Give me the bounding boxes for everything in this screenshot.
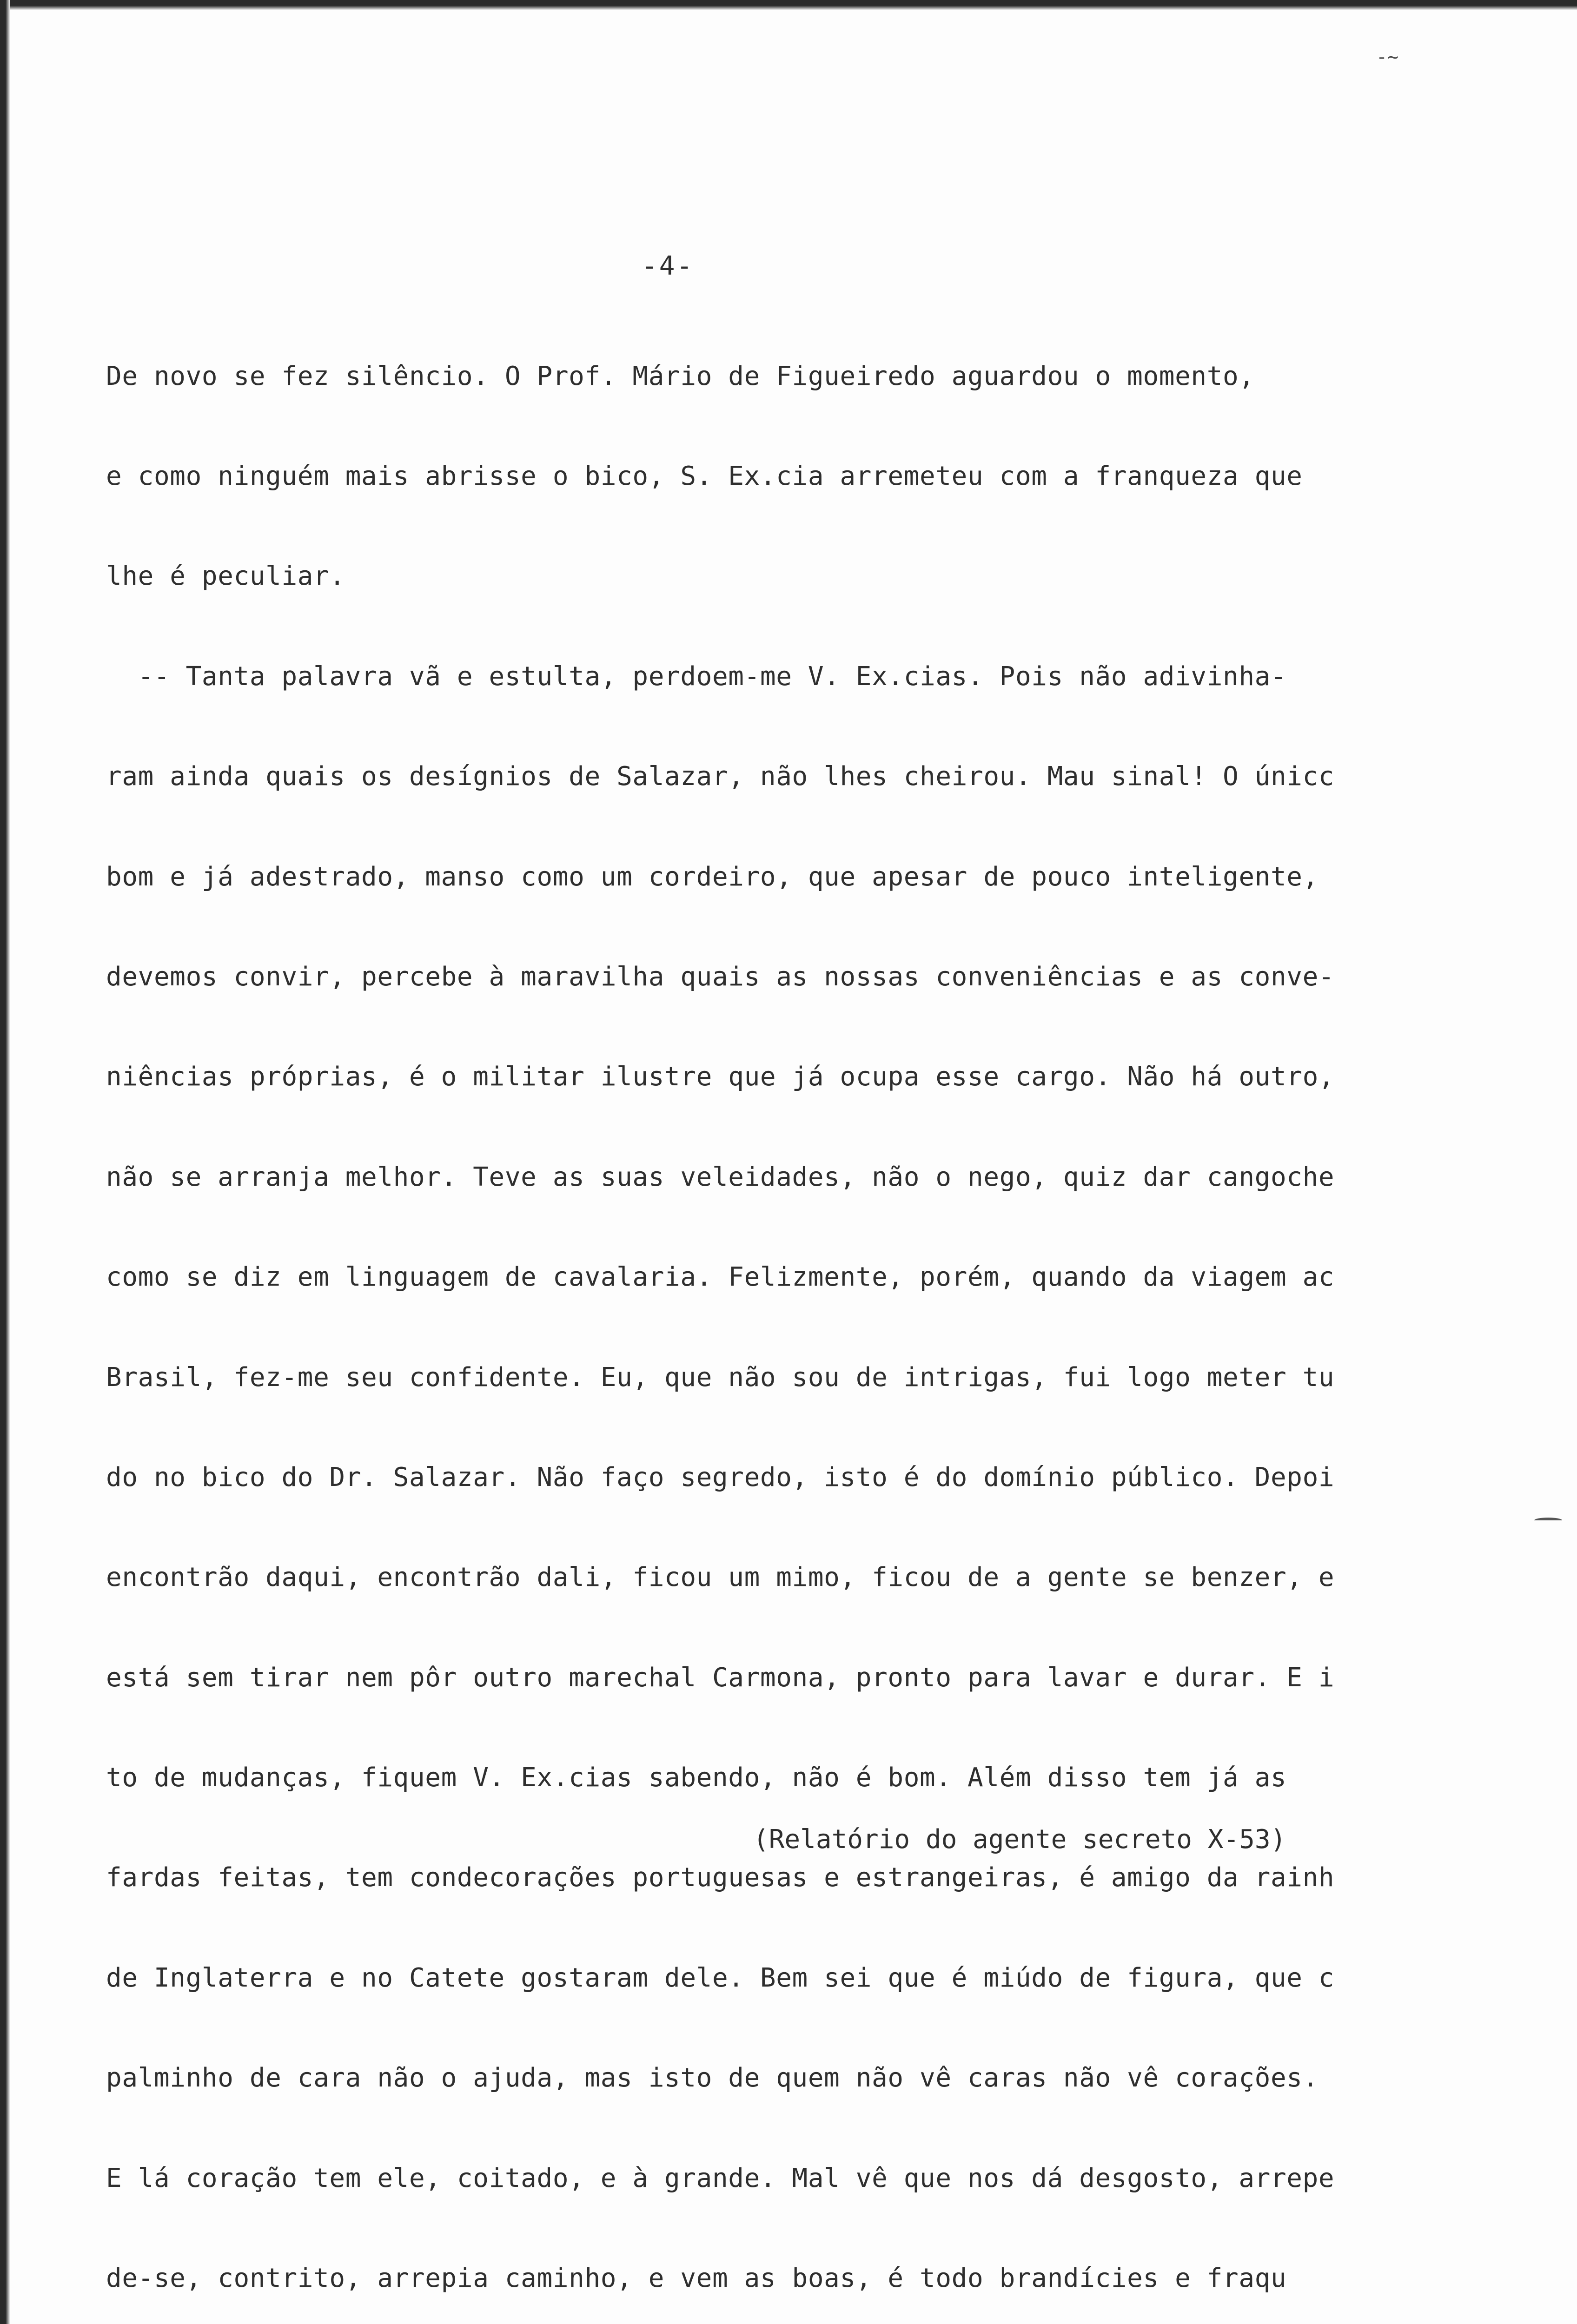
text-line: de Inglaterra e no Catete gostaram dele. Bem sei que é miúdo de figura, que c [106,1962,1335,1993]
text-line: está sem tirar nem pôr outro marechal Carmona, pronto para lavar e durar. E i [106,1662,1335,1693]
text-line: palminho de cara não o ajuda, mas isto de quem não vê caras não vê corações. [106,2063,1319,2093]
text-line: fardas feitas, tem condecorações portuguesas e estrangeiras, é amigo da rainh [106,1862,1335,1893]
margin-mark [1534,1518,1562,1523]
text-line: to de mudanças, fiquem V. Ex.cias sabendo, não é bom. Além disso tem já as [106,1763,1287,1793]
text-line: não se arranja melhor. Teve as suas veleidades, não o nego, quiz dar cangoche [106,1162,1335,1192]
text-line: ram ainda quais os desígnios de Salazar, não lhes cheirou. Mau sinal! O únicc [106,761,1335,792]
text-line: de-se, contrito, arrepia caminho, e vem as boas, é todo brandícies e fraqu [106,2263,1287,2294]
text-line: devemos convir, percebe à maravilha quais as nossas conveniências e as conve- [106,961,1335,992]
page-number: -4- [642,251,695,281]
text-line: -- Tanta palavra vã e estulta, perdoem-me V. Ex.cias. Pois não adivinha- [106,661,1287,692]
text-line: encontrão daqui, encontrão dali, ficou um mimo, ficou de a gente se benzer, e [106,1562,1335,1593]
text-line: Brasil, fez-me seu confidente. Eu, que não sou de intrigas, fui logo meter tu [106,1362,1335,1393]
text-line: lhe é peculiar. [106,561,345,592]
signature-note: (Relatório do agente secreto X-53) [753,1824,1286,1855]
document-body [106,293,1519,2324]
text-line: como se diz em linguagem de cavalaria. Felizmente, porém, quando da viagem ac [106,1262,1335,1293]
text-line: niências próprias, é o militar ilustre que já ocupa esse cargo. Não há outro, [106,1062,1335,1092]
scan-edge-left [0,0,10,2324]
text-line: De novo se fez silêncio. O Prof. Mário de Figueiredo aguardou o momento, [106,361,1255,391]
text-line: do no bico do Dr. Salazar. Não faço segredo, isto é do domínio público. Depoi [106,1462,1335,1492]
text-line: E lá coração tem ele, coitado, e à grande. Mal vê que nos dá desgosto, arrepe [106,2163,1335,2193]
text-line: e como ninguém mais abrisse o bico, S. Ex.cia arremeteu com a franqueza que [106,461,1303,491]
corner-mark: -~ [1376,46,1399,68]
scan-edge-top [0,0,1577,10]
text-line: bom e já adestrado, manso como um cordeiro, que apesar de pouco inteligente, [106,861,1319,892]
